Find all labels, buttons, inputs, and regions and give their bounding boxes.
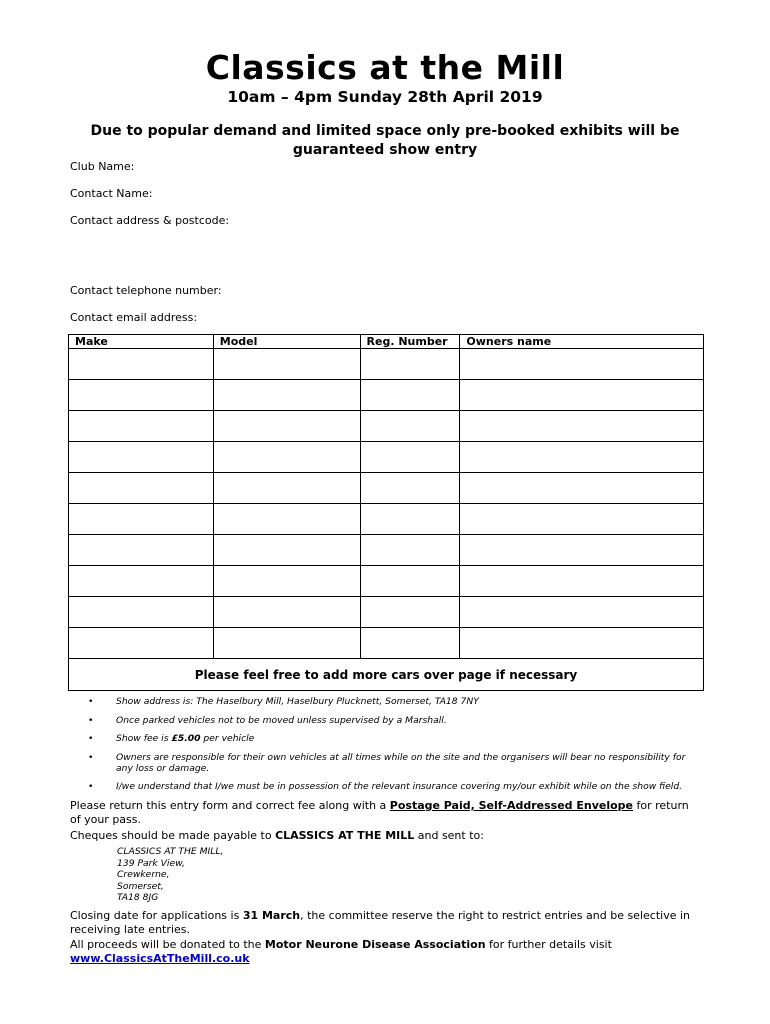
- cell-model[interactable]: [213, 566, 360, 597]
- cell-owners-name[interactable]: [460, 535, 704, 566]
- fee-amount: £5.00: [171, 733, 201, 744]
- cell-model[interactable]: [213, 473, 360, 504]
- cell-owners-name[interactable]: [460, 411, 704, 442]
- cell-model[interactable]: [213, 535, 360, 566]
- closing-date-notice: [70, 909, 700, 936]
- cell-reg-number[interactable]: [360, 597, 460, 628]
- cheque-instructions: [70, 829, 700, 843]
- cell-owners-name[interactable]: [460, 504, 704, 535]
- cell-make[interactable]: [69, 473, 214, 504]
- cell-make[interactable]: [69, 628, 214, 659]
- cell-reg-number[interactable]: [360, 628, 460, 659]
- return-text-end: for return of your pass.: [70, 799, 689, 826]
- return-instructions: [70, 799, 700, 826]
- table-row: [69, 504, 704, 535]
- closing-text: Closing date for applications is: [70, 909, 243, 922]
- closing-text-end: , the committee reserve the right to restrict entries and be selective in receiving late entries.: [70, 909, 690, 936]
- cell-model[interactable]: [213, 411, 360, 442]
- cell-reg-number[interactable]: [360, 566, 460, 597]
- cell-model[interactable]: [213, 349, 360, 380]
- cell-make[interactable]: [69, 442, 214, 473]
- rule-parked-vehicles: • Once parked vehicles not to be moved unless supervised by a Marshall.: [88, 715, 698, 726]
- rule-owner-responsibility: • Owners are responsible for their own vehicles at all times while on the site and the organisers will bear no responsibility for any loss or damage.: [88, 752, 698, 774]
- club-name-field[interactable]: Club Name:: [70, 160, 135, 173]
- cell-make[interactable]: [69, 597, 214, 628]
- address-line: Crewkerne,: [117, 869, 170, 880]
- postal-address: [117, 846, 223, 904]
- cell-owners-name[interactable]: [460, 380, 704, 411]
- cell-reg-number[interactable]: [360, 411, 460, 442]
- cell-make[interactable]: [69, 411, 214, 442]
- table-row: [69, 442, 704, 473]
- cell-model[interactable]: [213, 442, 360, 473]
- cell-reg-number[interactable]: [360, 349, 460, 380]
- car-entry-table: [68, 334, 704, 691]
- cheque-payee: CLASSICS AT THE MILL: [275, 829, 415, 842]
- cell-make[interactable]: [69, 349, 214, 380]
- column-header-reg-number: Reg. Number: [360, 335, 460, 349]
- cell-reg-number[interactable]: [360, 504, 460, 535]
- page-title: Classics at the Mill: [205, 48, 565, 87]
- cell-reg-number[interactable]: [360, 380, 460, 411]
- booking-notice: Due to popular demand and limited space only pre-booked exhibits will be guaranteed show entry: [90, 123, 680, 158]
- table-footer-row: [69, 659, 704, 691]
- cell-model[interactable]: [213, 597, 360, 628]
- cheque-text: Cheques should be made payable to: [70, 829, 276, 842]
- add-more-cars-note: Please feel free to add more cars over page if necessary: [69, 659, 704, 691]
- cell-reg-number[interactable]: [360, 442, 460, 473]
- rule-insurance: • I/we understand that I/we must be in possession of the relevant insurance covering my/our exhibit while on the show field.: [88, 781, 698, 792]
- rule-show-fee: • Show fee is £5.00 per vehicle: [88, 733, 698, 744]
- contact-name-field[interactable]: Contact Name:: [70, 187, 153, 200]
- return-text: Please return this entry form and correct fee along with a: [70, 799, 390, 812]
- cell-make[interactable]: [69, 504, 214, 535]
- contact-email-field[interactable]: Contact email address:: [70, 311, 198, 324]
- table-row: [69, 535, 704, 566]
- cell-make[interactable]: [69, 380, 214, 411]
- table-row: [69, 597, 704, 628]
- cell-owners-name[interactable]: [460, 597, 704, 628]
- address-line: Somerset,: [117, 880, 164, 892]
- cell-make[interactable]: [69, 566, 214, 597]
- table-header-row: [69, 335, 704, 349]
- proceeds-text-end: for further details visit: [485, 938, 612, 951]
- envelope-requirement: Postage Paid, Self-Addressed Envelope: [389, 799, 633, 812]
- cell-model[interactable]: [213, 380, 360, 411]
- table-row: [69, 411, 704, 442]
- cell-owners-name[interactable]: [460, 349, 704, 380]
- column-header-owners-name: Owners name: [460, 335, 704, 349]
- table-row: [69, 628, 704, 659]
- proceeds-notice: [70, 938, 700, 965]
- cell-owners-name[interactable]: [460, 473, 704, 504]
- cell-reg-number[interactable]: [360, 473, 460, 504]
- cell-owners-name[interactable]: [460, 442, 704, 473]
- cell-model[interactable]: [213, 504, 360, 535]
- closing-date: 31 March: [242, 909, 301, 922]
- cheque-text-end: and sent to:: [414, 829, 484, 842]
- website-link[interactable]: www.ClassicsAtTheMill.co.uk: [70, 951, 250, 965]
- cell-owners-name[interactable]: [460, 566, 704, 597]
- rule-show-address: • Show address is: The Haselbury Mill, Haselbury Plucknett, Somerset, TA18 7NY: [88, 696, 698, 707]
- table-row: [69, 380, 704, 411]
- cell-reg-number[interactable]: [360, 535, 460, 566]
- address-line: TA18 8JG: [117, 892, 159, 903]
- column-header-model: Model: [213, 335, 360, 349]
- charity-name: Motor Neurone Disease Association: [264, 938, 486, 951]
- address-line: 139 Park View,: [117, 857, 185, 869]
- proceeds-text: All proceeds will be donated to the: [70, 938, 265, 951]
- cell-make[interactable]: [69, 535, 214, 566]
- column-header-make: Make: [69, 335, 214, 349]
- address-line: CLASSICS AT THE MILL,: [117, 846, 224, 857]
- contact-telephone-field[interactable]: Contact telephone number:: [70, 284, 222, 297]
- table-row: [69, 473, 704, 504]
- contact-address-field[interactable]: Contact address & postcode:: [70, 214, 230, 227]
- cell-owners-name[interactable]: [460, 628, 704, 659]
- event-date-time: 10am – 4pm Sunday 28th April 2019: [227, 88, 543, 106]
- table-row: [69, 349, 704, 380]
- show-rules-list: [88, 696, 698, 800]
- table-row: [69, 566, 704, 597]
- cell-model[interactable]: [213, 628, 360, 659]
